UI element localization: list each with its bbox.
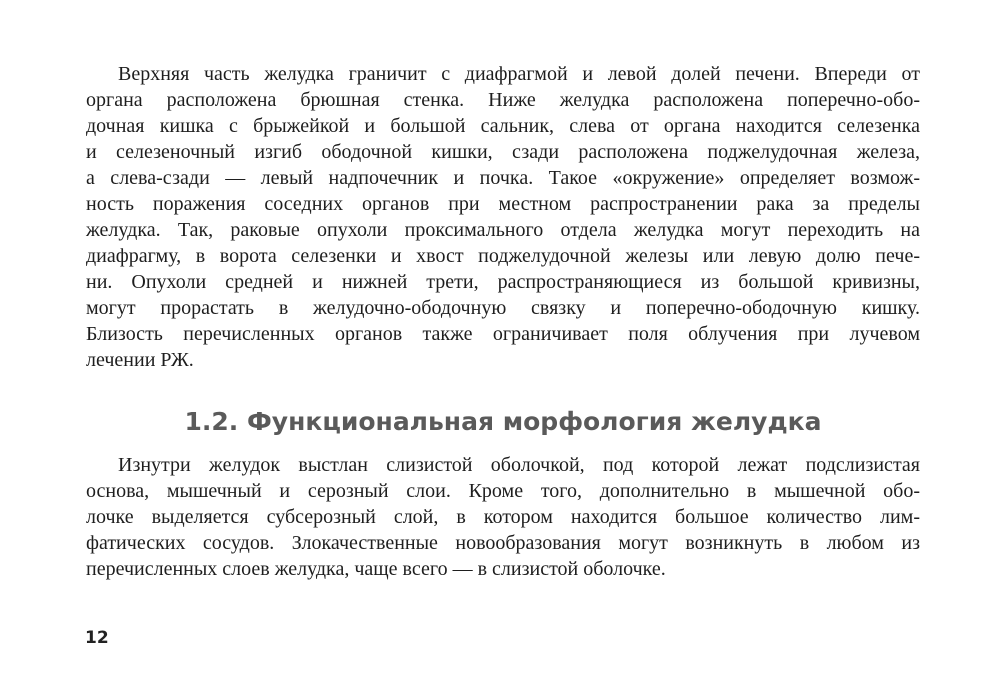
text-line: фатических сосудов. Злокачественные новообразования могут возникнуть в любом из: [86, 532, 920, 554]
paragraph-morphology: [86, 452, 920, 582]
text-line: а слева-сзади — левый надпочечник и почка. Такое «окружение» определяет возмож-: [86, 167, 920, 189]
text-line: лечении РЖ.: [86, 349, 194, 371]
text-line: Изнутри желудок выстлан слизистой оболочкой, под которой лежат подслизистая: [118, 454, 920, 476]
text-line: ность поражения соседних органов при местном распространении рака за пределы: [86, 193, 920, 215]
text-line: основа, мышечный и серозный слои. Кроме того, дополнительно в мышечной обо-: [86, 480, 920, 502]
text-line: Верхняя часть желудка граничит с диафрагмой и левой долей печени. Впереди от: [118, 63, 920, 85]
text-line: ни. Опухоли средней и нижней трети, распространяющиеся из большой кривизны,: [86, 271, 920, 293]
section-heading: 1.2. Функциональная морфология желудка: [184, 407, 822, 436]
text-line: перечисленных слоев желудка, чаще всего — в слизистой оболочке.: [86, 558, 666, 580]
text-line: желудка. Так, раковые опухоли проксимального отдела желудка могут переходить на: [86, 219, 920, 241]
text-line: органа расположена брюшная стенка. Ниже желудка расположена поперечно-обо-: [86, 89, 920, 111]
text-line: и селезеночный изгиб ободочной кишки, сзади расположена поджелудочная железа,: [86, 141, 920, 163]
text-line: лочке выделяется субсерозный слой, в котором находится большое количество лим-: [86, 506, 920, 528]
text-line: могут прорастать в желудочно-ободочную связку и поперечно-ободочную кишку.: [86, 297, 920, 319]
paragraph-anatomy: [86, 61, 920, 373]
text-line: Близость перечисленных органов также ограничивает поля облучения при лучевом: [86, 323, 920, 345]
text-line: дочная кишка с брыжейкой и большой сальник, слева от органа находится селезенка: [86, 115, 920, 137]
page-number: 12: [85, 628, 109, 648]
text-line: диафрагму, в ворота селезенки и хвост поджелудочной железы или левую долю пече-: [86, 245, 920, 267]
